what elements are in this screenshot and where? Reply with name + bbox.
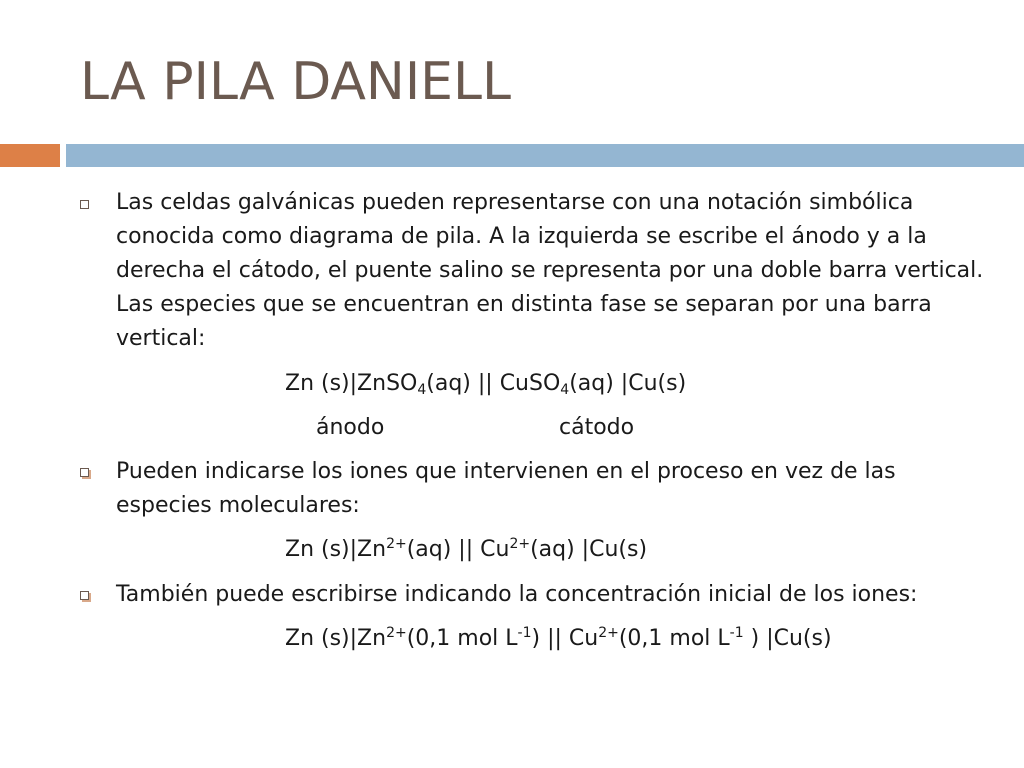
formula-subscript: 4: [560, 382, 570, 398]
formula-superscript: 2+: [509, 536, 531, 552]
cell-notation-molecular: [285, 367, 686, 401]
formula-part: Zn (s)|Zn: [285, 537, 387, 562]
formula-part: ) |Cu(s): [743, 626, 832, 651]
formula-subscript: 4: [417, 382, 427, 398]
cathode-label: cátodo: [559, 415, 635, 440]
bullet-text-3: También puede escribirse indicando la concentración inicial de los iones:: [116, 582, 918, 607]
square-bullet-icon: [80, 468, 89, 477]
formula-superscript: 2+: [598, 625, 619, 641]
formula-superscript: 2+: [386, 536, 407, 552]
slide-title: LA PILA DANIELL: [80, 52, 511, 112]
cell-notation-concentration: [285, 622, 832, 656]
formula-superscript: 2+: [386, 625, 407, 641]
accent-bar-blue: [66, 144, 1024, 167]
formula-part: (aq) || CuSO: [426, 371, 561, 396]
formula-superscript: -1: [729, 625, 744, 641]
formula-part: (aq) |Cu(s): [530, 537, 648, 562]
cell-notation-ionic: [285, 533, 647, 567]
bullet-text-2: Pueden indicarse los iones que intervienen en el proceso en vez de las especies moleculares:: [116, 459, 896, 518]
formula-part: Zn (s)|Zn: [285, 626, 387, 651]
bullet-text-1: Las celdas galvánicas pueden representarse con una notación simbólica conocida como diagrama de pila. A la izquierda se escribe el ánodo y a la derecha el cátodo, el puente salino se representa por una doble barra vertical. Las especies que se encuentran en distinta fase se separan por una barra vertical:: [116, 190, 984, 351]
formula-part: Zn (s)|ZnSO: [285, 371, 418, 396]
accent-bar-orange: [0, 144, 60, 167]
square-bullet-icon: [80, 200, 89, 209]
formula-part: (aq) || Cu: [406, 537, 510, 562]
formula-part: (0,1 mol L: [406, 626, 518, 651]
anode-label: ánodo: [316, 415, 385, 440]
formula-part: (aq) |Cu(s): [569, 371, 687, 396]
formula-part: (0,1 mol L: [618, 626, 730, 651]
formula-superscript: -1: [517, 625, 532, 641]
square-bullet-icon: [80, 591, 89, 600]
formula-part: ) || Cu: [531, 626, 599, 651]
